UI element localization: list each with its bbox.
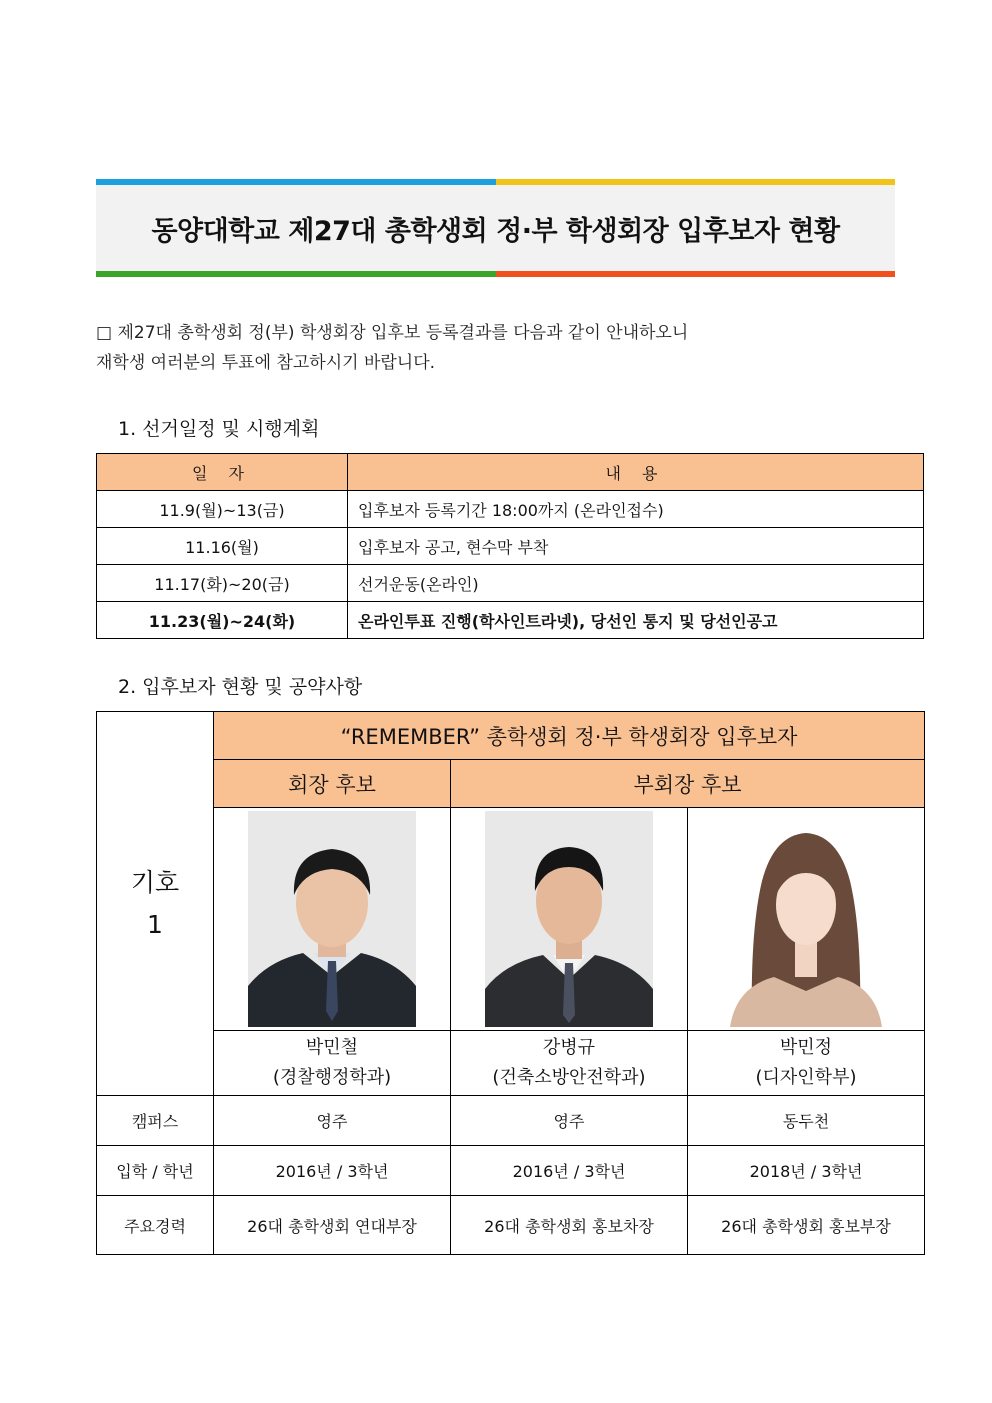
title-bar-green	[96, 271, 496, 277]
candidate-name-cell	[451, 1031, 688, 1096]
row-label-campus: 캠퍼스	[97, 1096, 214, 1146]
vice-president-header: 부회장 후보	[451, 760, 925, 808]
candidate-photo-cell	[688, 808, 925, 1031]
title-bar-blue	[96, 179, 496, 185]
ballot-symbol	[97, 712, 214, 1096]
title-bar-yellow	[496, 179, 895, 185]
candidate-campus: 동두천	[688, 1096, 925, 1146]
candidate-name: 박민정	[779, 1037, 833, 1058]
candidate-photo-3	[722, 811, 890, 1027]
candidate-department: (건축소방안전학과)	[492, 1067, 646, 1088]
title-bar-red	[496, 271, 895, 277]
candidate-photo-cell	[214, 808, 451, 1031]
row-label-career: 주요경력	[97, 1196, 214, 1255]
section-1-title: 1. 선거일정 및 시행계획	[118, 418, 320, 440]
schedule-header-content: 내 용	[348, 454, 924, 491]
intro-line-2: 재학생 여러분의 투표에 참고하시기 바랍니다.	[96, 353, 436, 373]
ticket-name: “REMEMBER” 총학생회 정·부 학생회장 입후보자	[214, 712, 925, 760]
symbol-number: 1	[147, 909, 163, 939]
candidate-campus: 영주	[451, 1096, 688, 1146]
candidate-department: (경찰행정학과)	[272, 1067, 392, 1088]
candidate-year: 2016년 / 3학년	[214, 1146, 451, 1196]
schedule-row	[97, 565, 924, 602]
candidate-career: 26대 총학생회 홍보부장	[688, 1196, 925, 1255]
section-2-title: 2. 입후보자 현황 및 공약사항	[118, 676, 363, 698]
schedule-date: 11.16(월)	[97, 528, 348, 565]
schedule-content: 온라인투표 진행(학사인트라넷), 당선인 통지 및 당선인공고	[348, 602, 924, 639]
intro-line-1: □ 제27대 총학생회 정(부) 학생회장 입후보 등록결과를 다음과 같이 안내하오니	[96, 323, 689, 343]
candidate-name-cell	[688, 1031, 925, 1096]
schedule-row	[97, 602, 924, 639]
row-label-year: 입학 / 학년	[97, 1146, 214, 1196]
candidate-table	[96, 711, 925, 1255]
president-header: 회장 후보	[214, 760, 451, 808]
schedule-row	[97, 491, 924, 528]
candidate-campus: 영주	[214, 1096, 451, 1146]
candidate-photo-cell	[451, 808, 688, 1031]
schedule-row	[97, 528, 924, 565]
schedule-content: 입후보자 등록기간 18:00까지 (온라인접수)	[348, 491, 924, 528]
schedule-date: 11.17(화)~20(금)	[97, 565, 348, 602]
schedule-date: 11.9(월)~13(금)	[97, 491, 348, 528]
title-banner	[96, 179, 895, 277]
candidate-name: 강병규	[542, 1037, 596, 1058]
schedule-content: 선거운동(온라인)	[348, 565, 924, 602]
schedule-content: 입후보자 공고, 현수막 부착	[348, 528, 924, 565]
page-title: 동양대학교 제27대 총학생회 정·부 학생회장 입후보자 현황	[151, 216, 840, 247]
candidate-name-cell	[214, 1031, 451, 1096]
candidate-name: 박민철	[305, 1037, 359, 1058]
candidate-career: 26대 총학생회 홍보차장	[451, 1196, 688, 1255]
symbol-label: 기호	[130, 867, 180, 897]
candidate-department: (디자인학부)	[755, 1067, 857, 1088]
candidate-year: 2016년 / 3학년	[451, 1146, 688, 1196]
candidate-career: 26대 총학생회 연대부장	[214, 1196, 451, 1255]
schedule-table	[96, 453, 924, 639]
candidate-photo-2	[485, 811, 653, 1027]
schedule-date: 11.23(월)~24(화)	[97, 602, 348, 639]
candidate-year: 2018년 / 3학년	[688, 1146, 925, 1196]
schedule-header-row	[97, 454, 924, 491]
candidate-photo-1	[248, 811, 416, 1027]
schedule-header-date: 일 자	[97, 454, 348, 491]
intro-paragraph	[96, 318, 896, 378]
